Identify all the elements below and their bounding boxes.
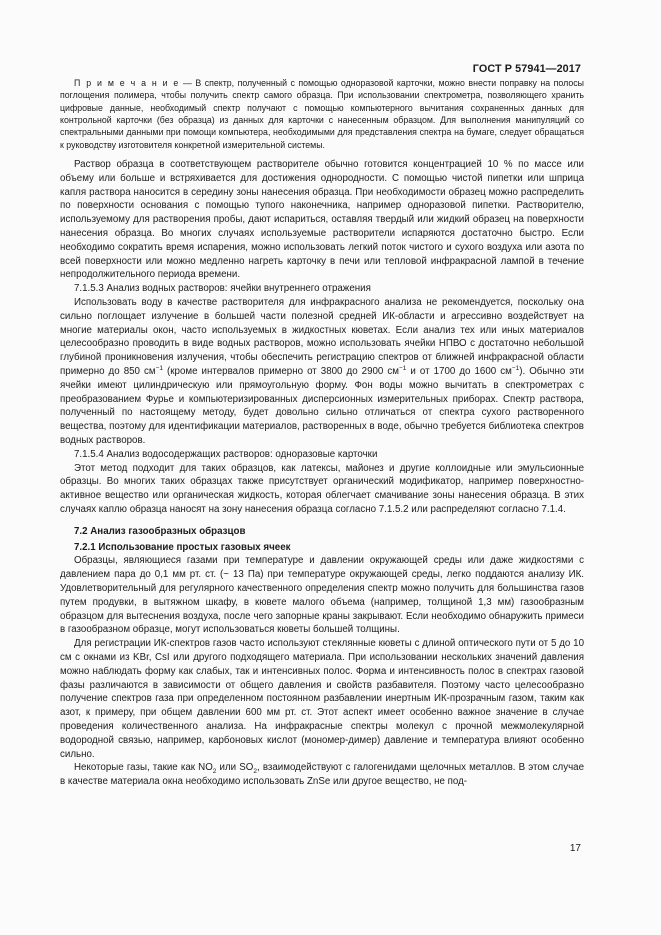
section-7-1-5-4-heading: 7.1.5.4 Анализ водосодержащих растворов: одноразовые карточки	[74, 448, 378, 460]
p6-sub-1: 2	[212, 768, 217, 776]
p2-sup-3: −1	[511, 364, 520, 372]
section-7-2-heading: 7.2 Анализ газообразных образцов	[74, 525, 246, 537]
paragraph-gas-cells: Для регистрации ИК-спектров газов часто используют стеклянные кюветы с длиной оптического пути от 5 до 10 см с окнами из KBr, CsI или другого подходящего материала. При использовании нескольких значений давления можно наблюдать форму как слабых, так и интенсивных полос. Форма и интенсивность полос в спектрах газовой фазы различаются в зависимости от общего давления и свойств разбавителя. Поэтому часто целесообразно получение спектров газа при определенном постоянном разбавлении инертным ИК-прозрачным газом, таким как азот, к примеру, при общем давлении 600 мм рт. ст. Этот аспект имеет особенно важное значение в случае проведения количественного анализа. На инфракрасные спектры молекул с прочной межмолекулярной водородной связью, например, карбоновых кислот (мономер-димер) давление и температура влияют особенно сильно.	[60, 638, 584, 760]
paragraph-aqueous-solutions	[60, 296, 584, 448]
paragraph-reactive-gases	[60, 761, 584, 789]
p2-sup-2: −1	[398, 364, 407, 372]
p2-part-c: и от 1700 до 1600 см	[406, 366, 512, 378]
body-text	[60, 77, 584, 789]
page-number: 17	[569, 843, 581, 854]
p6-part-c: , взаимодействуют с галогенидами щелочных металлов. В этом случае в качестве материала окна необходимо использовать ZnSe или другое вещество, не под-	[60, 762, 584, 788]
note-paragraph	[60, 77, 584, 151]
section-7-2-1-heading: 7.2.1 Использование простых газовых ячеек	[74, 541, 291, 553]
paragraph-latex-emulsions: Этот метод подходит для таких образцов, как латексы, майонез и другие коллоидные или эмульсионные образцы. Во многих таких образцах также присутствует органический модификатор, например поверхностно-активное вещество или органическая жидкость, которая облегчает смачивание зоны нанесения образца. В этих случаях каплю образца наносят на зону нанесения образца согласно 7.1.5.2 или распределяют согласно 7.1.4.	[60, 462, 584, 515]
paragraph-sample-solution: Раствор образца в соответствующем растворителе обычно готовится концентрацией 10 % по массе или объему или больше и встряхивается для достижения однородности. С помощью чистой пипетки или шприца капля раствора наносится в середину зоны нанесения образца. При необходимости образец можно распределить по поверхности основания с помощью тупого наконечника, например одноразовой пипетки. Растворителю, используемому для растворения пробы, дают испариться, оставляя твердый или жидкий образец на поверхности нанесения образца. Во многих случаях используемые растворители испаряются достаточно быстро. Если необходимо сократить время испарения, можно использовать легкий поток чистого и сухого воздуха или азота по всей поверхности или можно медленно нагреть карточку в печи или тепловой инфракрасной лампой в течение непродолжительного периода времени.	[60, 159, 584, 281]
p6-part-a: Некоторые газы, такие как NO	[74, 762, 213, 774]
note-lead: П р и м е ч а н и е	[74, 78, 180, 88]
p6-sub-2: 2	[253, 768, 257, 776]
note-text: — В спектр, полученный с помощью одноразовой карточки, можно внести поправку на полосы поглощения полимера, чтобы получить спектр самого образца. При использовании спектрометра, позволяющего хранить цифровые данные, необходимый спектр получают с помощью компьютерного вычитания сохраненных данных для контрольной карточки (без образца) из данных для карточки с нанесенным образцом. Для выполнения манипуляций со спектральными данными при помощи компьютера, необходимыми для представления спектра на бумаге, следует обращаться к руководству изготовителя конкретной измерительной системы.	[60, 78, 584, 150]
section-7-1-5-3-heading: 7.1.5.3 Анализ водных растворов: ячейки внутреннего отражения	[74, 283, 371, 295]
p2-sup-1: −1	[155, 364, 163, 372]
paragraph-gas-samples: Образцы, являющиеся газами при температуре и давлении окружающей среды или даже жидкостями с давлением пара до 0,1 мм рт. ст. (~ 13 Па) при температуре окружающей среды, легко поддаются анализу ИК. Удовлетворительный для регулярного качественного определения спектр можно получить для большинства газов путем продувки, в вытяжном шкафу, в кювете малого объема (например, толщиной 1,3 мм) газообразным образцом для вытеснения воздуха, после чего запорные краны закрывают. Если необходимо обнаружить примеси в газообразном образце, могут использоваться кюветы большей толщины.	[60, 555, 584, 636]
p2-part-b: (кроме интервалов примерно от 3800 до 2900 см	[163, 366, 399, 378]
p6-part-b: или SO	[216, 762, 254, 774]
p2-part-d: ). Обычно эти ячейки имеют цилиндрическую или прямоугольную форму. Фон воды можно вычитать в спектрометрах с преобразованием Фурье и компьютеризированных дисперсионных измерительных приборах. Спектр раствора, полученный по настоящему методу, будет довольно сильно отличаться от спектра сухого растворенного вещества, поэтому для идентификации материалов, растворенных в воде, обычно требуется библиотека спектров водных растворов.	[60, 366, 585, 446]
standard-header: ГОСТ Р 57941—2017	[472, 63, 581, 75]
p2-part-a: Использовать воду в качестве растворителя для инфракрасного анализа не рекомендуется, поскольку она сильно поглощает излучение в большей части полезной средней ИК-области и агрессивно воздействует на многие материалы окон, часто используемых в жидкостных кюветах. Если анализ тех или иных материалов целесообразно проводить в виде водных растворов, можно использовать ячейки НПВО с достаточно небольшой глубиной проникновения излучения, чтобы обеспечить регистрацию спектров от ближней инфракрасной области примерно до 850 см	[60, 297, 584, 378]
